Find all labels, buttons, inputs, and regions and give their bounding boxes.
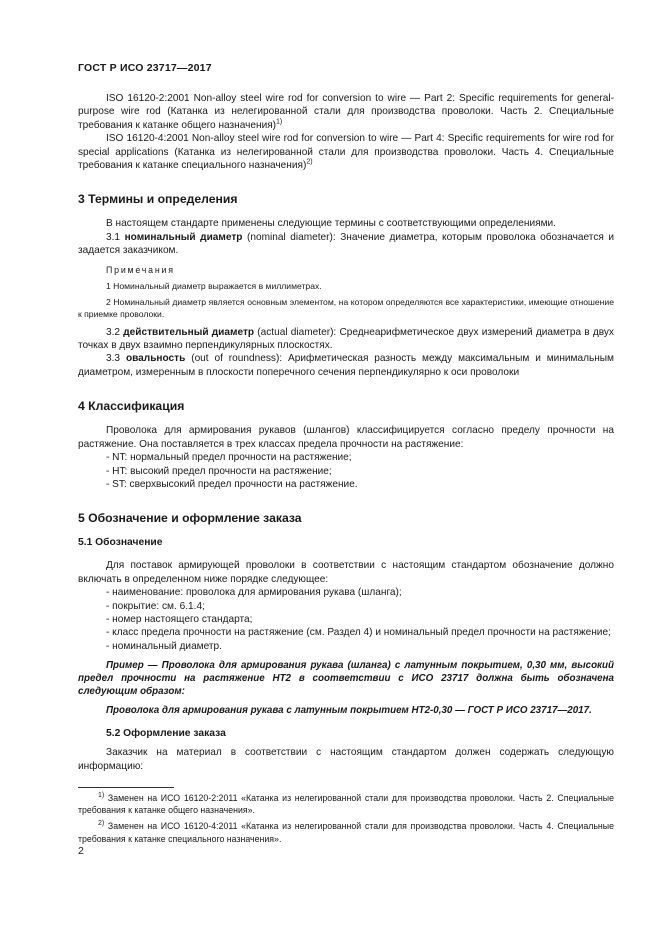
subsection-5-1-intro: Для поставок армирующей проволоки в соответствии с настоящим стандартом обозначение должно включать в определенном ниже порядке следующее: xyxy=(78,560,614,585)
list-item: - покрытие: см. 6.1.4; xyxy=(106,600,205,612)
list-item: - HT: высокий предел прочности на растяжение; xyxy=(106,465,332,477)
note-1: 1 Номинальный диаметр выражается в миллиметрах. xyxy=(106,280,322,291)
list-item: - номер настоящего стандарта; xyxy=(106,613,253,625)
list-item: - наименование: проволока для армирования рукава (шланга); xyxy=(106,587,402,599)
term-3-1: 3.1 номинальный диаметр (nominal diameter): Значение диаметра, которым проволока обозначается и задается заказчиком. xyxy=(78,231,615,257)
section-4-title: 4 Классификация xyxy=(78,399,185,414)
note-2: 2 Номинальный диаметр является основным элементом, на котором определяются все характеристики, имеющие отношение к приемке проволоки. xyxy=(78,296,614,319)
term-3-3: 3.3 овальность (out of roundness): Арифметическая разность между максимальным и минимальным диаметром, измеренным в плоскости поперечного сечения перпендикулярно к оси проволоки xyxy=(78,353,614,378)
term-name: номинальный диаметр xyxy=(124,231,243,243)
section-3-intro: В настоящем стандарте применены следующие термины с соответствующими определениями. xyxy=(106,218,556,230)
reference-iso-16120-2: ISO 16120-2:2001 Non-alloy steel wire rod for conversion to wire — Part 2: Specific requirements for general-purpose wire rod (Катанка из нелегированной стали для производства проволоки. Часть 2. Специальные требования к катанке общего назначения)$^{1)}$ xyxy=(78,93,614,131)
footnote-1: $^{1)}$ Заменен на ИСО 16120-2:2011 «Катанка из нелегированной стали для производства проволоки. Часть 2. Специальные требования к катанке общего назначения». xyxy=(78,792,614,816)
page-header-standard: ГОСТ Р ИСО 23717—2017 xyxy=(78,62,212,74)
section-5-title: 5 Обозначение и оформление заказа xyxy=(78,511,302,526)
example-designation: Проволока для армирования рукава с латунным покрытием HT2-0,30 — ГОСТ Р ИСО 23717—2017. xyxy=(106,705,592,717)
list-item: - ST: сверхвысокий предел прочности на растяжение. xyxy=(106,478,358,490)
list-item: - NT: нормальный предел прочности на растяжение; xyxy=(106,452,352,464)
footnote-separator xyxy=(78,787,174,788)
example-text: Пример — Проволока для армирования рукава (шланга) с латунным покрытием, 0,30 мм, высокий предел прочности на растяжение HT2 в соответствии с ИСО 23717 должна быть обозначена следующим образом: xyxy=(78,660,614,698)
reference-iso-16120-4: ISO 16120-4:2001 Non-alloy steel wire rod for conversion to wire — Part 4: Specific requirements for wire rod for special applications (Катанка из нелегированной стали для производства проволоки. Часть 4. Специальные требования к катанке специального назначения)$^{2)}$ xyxy=(78,133,614,172)
footnote-2: $^{2)}$ Заменен на ИСО 16120-4:2011 «Катанка из нелегированной стали для производства проволоки. Часть 4. Специальные требования к катанке специального назначения». xyxy=(78,820,614,844)
list-item: - класс предела прочности на растяжение (см. Раздел 4) и номинальный предел прочности на растяжение; xyxy=(106,627,611,639)
subsection-5-1-title: 5.1 Обозначение xyxy=(78,537,163,549)
section-3-title: 3 Термины и определения xyxy=(78,192,238,207)
footnote-mark[interactable]: 2) xyxy=(306,158,313,166)
list-item: - номинальный диаметр. xyxy=(106,640,222,652)
section-4-intro: Проволока для армирования рукавов (шлангов) классифицируется согласно пределу прочности на растяжение. Она поставляется в трех классах предела прочности на растяжение: xyxy=(78,425,614,450)
footnotes xyxy=(78,792,614,845)
term-3-2: 3.2 действительный диаметр (actual diameter): Среднеарифметическое двух измерений диаметра в двух точках в двух взаимно перпендикулярных плоскостях. xyxy=(78,326,614,352)
term-name: действительный диаметр xyxy=(123,326,255,338)
page-number: 2 xyxy=(78,845,84,857)
term-name: овальность xyxy=(125,353,186,365)
subsection-5-2-title: 5.2 Оформление заказа xyxy=(106,728,226,740)
footnote-mark[interactable]: 1) xyxy=(276,118,283,126)
notes-heading: Примечания xyxy=(106,264,175,275)
page-content xyxy=(78,92,614,773)
subsection-5-2-text: Заказчик на материал в соответствии с настоящим стандартом должен содержать следующую информацию: xyxy=(78,747,614,772)
